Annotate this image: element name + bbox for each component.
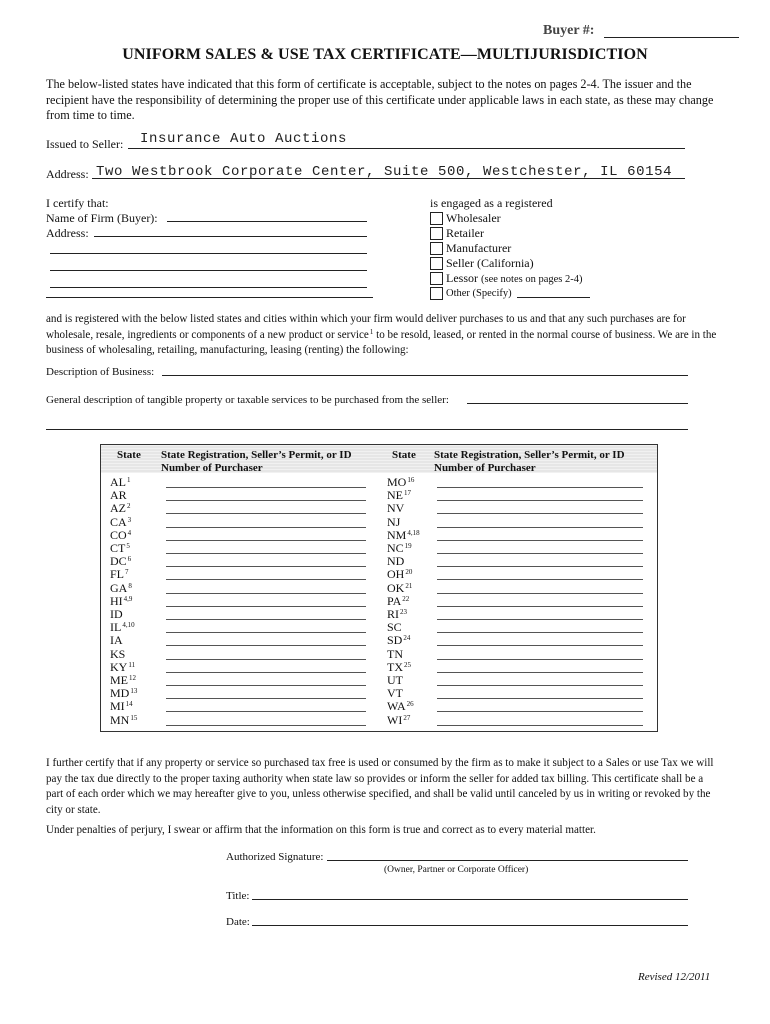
state-footnote: 17	[404, 489, 411, 498]
state-footnote: 3	[127, 515, 132, 524]
right-state-wi	[387, 714, 410, 727]
manufacturer-checkbox[interactable]	[430, 242, 443, 255]
right-registration-field-nj[interactable]	[437, 527, 643, 528]
seller-california-label: Seller (California)	[446, 256, 534, 270]
right-state-nj	[387, 516, 400, 529]
right-reg-header-2: Number of Purchaser	[434, 462, 536, 474]
right-state-ut	[387, 674, 403, 687]
right-state-sc	[387, 621, 402, 634]
state-footnote: 22	[402, 594, 410, 603]
description-of-business-label: Description of Business:	[46, 366, 155, 378]
registered-text: and is registered with the below listed states and cities within which your firm would deliver purchases to us and that any such purchases are for wholesale, resale, ingredients or components of a new product or service	[46, 313, 686, 341]
left-state-mn	[110, 714, 137, 727]
right-registration-field-ne[interactable]	[437, 500, 643, 501]
state-code: VT	[387, 686, 403, 701]
right-state-header: State	[392, 449, 416, 461]
right-registration-field-nv[interactable]	[437, 513, 643, 514]
wholesaler-checkbox[interactable]	[430, 212, 443, 225]
state-code: NJ	[387, 514, 401, 529]
left-registration-field-al[interactable]	[166, 487, 366, 488]
seller-address-input[interactable]: Two Westbrook Corporate Center, Suite 500, Westchester, IL 60154	[96, 164, 673, 180]
left-state-me	[110, 674, 136, 687]
state-code: AZ	[110, 501, 126, 516]
left-state-al	[110, 476, 131, 489]
buyer-number-field[interactable]	[604, 37, 739, 38]
right-registration-field-tx[interactable]	[437, 672, 643, 673]
state-footnote: 2	[127, 502, 131, 511]
left-registration-field-co[interactable]	[166, 540, 366, 541]
right-state-wa	[387, 700, 414, 713]
other-specify-field[interactable]	[517, 297, 590, 298]
title-field[interactable]	[252, 899, 688, 900]
state-footnote: 13	[130, 687, 138, 696]
left-registration-field-ks[interactable]	[166, 659, 366, 660]
state-footnote: 19	[404, 542, 412, 550]
state-code: MO	[387, 475, 407, 489]
state-footnote: 1	[127, 476, 131, 484]
right-registration-field-mo[interactable]	[437, 487, 643, 488]
left-state-az	[110, 502, 131, 515]
left-state-ky	[110, 661, 135, 674]
right-state-mo	[387, 476, 414, 489]
left-state-md	[110, 687, 137, 700]
signature-note: (Owner, Partner or Corporate Officer)	[384, 865, 529, 875]
right-registration-field-pa[interactable]	[437, 606, 643, 607]
right-registration-field-nd[interactable]	[437, 566, 643, 567]
state-code: NE	[387, 488, 403, 503]
buyer-address-field-2[interactable]	[50, 253, 367, 254]
authorized-signature-label: Authorized Signature:	[226, 851, 324, 863]
left-registration-field-me[interactable]	[166, 685, 366, 686]
state-footnote: 4	[127, 528, 132, 537]
state-code: NC	[387, 541, 404, 555]
left-registration-field-ky[interactable]	[166, 672, 366, 673]
registered-heading: is engaged as a registered	[430, 196, 553, 210]
state-code: ME	[110, 673, 128, 687]
left-reg-header-2: Number of Purchaser	[161, 462, 263, 474]
buyer-address-label: Address:	[46, 226, 89, 240]
left-reg-header-1: State Registration, Seller’s Permit, or ID	[161, 449, 352, 461]
title-label: Title:	[226, 890, 250, 902]
left-state-co	[110, 529, 131, 542]
state-code: HI	[110, 593, 123, 608]
left-state-il	[110, 621, 135, 634]
left-registration-field-ar[interactable]	[166, 500, 366, 501]
state-footnote: 4,18	[407, 528, 420, 537]
state-code: SD	[387, 633, 403, 648]
state-footnote: 26	[406, 700, 414, 709]
general-description-label: General description of tangible property or taxable services to be purchased from the seller:	[46, 394, 449, 406]
left-registration-field-ca[interactable]	[166, 527, 366, 528]
state-registration-table	[100, 444, 658, 732]
right-state-nd	[387, 555, 404, 568]
state-footnote: 27	[403, 713, 411, 722]
state-code: WI	[387, 712, 403, 727]
state-footnote: 14	[125, 700, 133, 709]
state-code: TX	[387, 659, 403, 674]
state-footnote: 20	[405, 568, 413, 577]
buyer-number-label: Buyer #:	[543, 23, 595, 38]
right-reg-header-1: State Registration, Seller’s Permit, or ID	[434, 449, 625, 461]
buyer-address-field-3[interactable]	[50, 270, 367, 271]
certify-label: I certify that:	[46, 196, 109, 210]
perjury-paragraph: Under penalties of perjury, I swear or affirm that the information on this form is true and correct as to every material matter.	[46, 824, 596, 836]
left-registration-field-ia[interactable]	[166, 645, 366, 646]
state-code: IL	[110, 620, 122, 635]
issued-to-seller-label: Issued to Seller:	[46, 137, 124, 151]
intro-paragraph: The below-listed states have indicated that this form of certificate is acceptable, subject to the notes on pages 2-4. The issuer and the recipient have the responsibility of determining the proper use of this certificate under applicable laws in each state, as these may change from time to time.	[46, 77, 714, 122]
right-registration-field-ok[interactable]	[437, 593, 643, 594]
state-footnote: 7	[125, 568, 129, 577]
left-state-ia	[110, 634, 123, 647]
left-state-id	[110, 608, 123, 621]
manufacturer-label: Manufacturer	[446, 241, 512, 255]
description-of-business-field[interactable]	[162, 375, 688, 376]
state-code: CO	[110, 527, 127, 542]
registered-footnote: 1	[369, 327, 374, 336]
other-label: Other (Specify)	[446, 288, 512, 299]
right-registration-field-nc[interactable]	[437, 553, 643, 554]
firm-name-field[interactable]	[167, 221, 367, 222]
state-footnote: 11	[128, 660, 136, 669]
state-footnote: 16	[407, 476, 415, 484]
left-state-hi	[110, 595, 132, 608]
state-footnote: 6	[127, 555, 132, 564]
left-state-header: State	[117, 449, 141, 461]
left-registration-field-mi[interactable]	[166, 711, 366, 712]
state-code: OK	[387, 580, 405, 595]
date-field[interactable]	[252, 925, 688, 926]
registered-paragraph	[46, 312, 718, 359]
issued-to-seller-input[interactable]: Insurance Auto Auctions	[140, 131, 348, 147]
form-title: UNIFORM SALES & USE TAX CERTIFICATE—MULTIJURISDICTION	[122, 46, 648, 63]
state-footnote: 8	[128, 581, 132, 590]
state-code: AL	[110, 475, 126, 489]
right-state-pa	[387, 595, 409, 608]
right-state-tx	[387, 661, 411, 674]
retailer-checkbox[interactable]	[430, 227, 443, 240]
state-code: ID	[110, 607, 123, 621]
left-state-ar	[110, 489, 127, 502]
state-code: MN	[110, 712, 130, 727]
state-footnote: 4,9	[123, 594, 133, 603]
authorized-signature-field[interactable]	[327, 860, 688, 861]
general-description-field[interactable]	[467, 403, 688, 404]
seller-address-label: Address:	[46, 167, 89, 181]
state-code: TN	[387, 646, 403, 661]
left-registration-field-md[interactable]	[166, 698, 366, 699]
right-registration-field-oh[interactable]	[437, 579, 643, 580]
right-registration-field-nm[interactable]	[437, 540, 643, 541]
state-code: FL	[110, 567, 125, 582]
lessor-note: (see notes on pages 2-4)	[481, 274, 583, 285]
state-code: DC	[110, 554, 127, 569]
right-state-ok	[387, 582, 412, 595]
other-checkbox[interactable]	[430, 287, 443, 300]
firm-name-label: Name of Firm (Buyer):	[46, 211, 158, 225]
left-state-ct	[110, 542, 130, 555]
state-code: NV	[387, 501, 405, 516]
certify-paragraph: I further certify that if any property or service so purchased tax free is used or consumed by the firm as to make it subject to a Sales or use Tax we will pay the tax due directly to the proper taxing authority when state law so provides or inform the seller for added tax billing. This certificate shall be a part of each order which we may hereafter give to you, unless otherwise specified, and shall be valid until canceled by us in writing or revoked by the city or state.	[46, 757, 714, 816]
state-code: NM	[387, 527, 407, 542]
lessor-label-text: Lessor	[446, 271, 478, 285]
right-state-oh	[387, 568, 412, 581]
state-footnote: 15	[130, 713, 138, 722]
lessor-checkbox[interactable]	[430, 272, 443, 285]
state-code: CA	[110, 514, 127, 529]
retailer-label: Retailer	[446, 226, 484, 240]
state-code: KS	[110, 646, 126, 661]
state-code: GA	[110, 580, 128, 595]
state-footnote: 25	[404, 660, 411, 669]
state-code: MD	[110, 686, 130, 701]
state-footnote: 12	[129, 674, 136, 682]
right-state-ri	[387, 608, 407, 621]
right-state-nm	[387, 529, 420, 542]
state-code: CT	[110, 541, 126, 555]
right-state-ne	[387, 489, 411, 502]
left-registration-field-dc[interactable]	[166, 566, 366, 567]
registered-text-2: to be resold, leased, or rented in the normal course of business. We are in the business of wholesaling, retailing, manufacturing, leasing (renting) the following:	[46, 328, 717, 356]
revised-date: Revised 12/2011	[638, 971, 711, 983]
state-footnote: 24	[403, 634, 411, 643]
left-registration-field-il[interactable]	[166, 632, 366, 633]
buyer-address-field-1[interactable]	[94, 236, 367, 237]
buyer-address-field-4[interactable]	[50, 287, 367, 288]
left-state-dc	[110, 555, 131, 568]
right-registration-field-wi[interactable]	[437, 725, 643, 726]
state-footnote: 5	[126, 542, 130, 550]
left-state-ks	[110, 648, 125, 661]
state-code: KY	[110, 659, 128, 674]
state-code: AR	[110, 488, 127, 503]
left-registration-field-mn[interactable]	[166, 725, 366, 726]
state-footnote: 21	[405, 581, 413, 590]
right-state-nc	[387, 542, 412, 555]
state-code: UT	[387, 673, 403, 687]
right-state-tn	[387, 648, 403, 661]
state-code: MI	[110, 699, 125, 714]
left-state-mi	[110, 700, 133, 713]
right-registration-field-sc[interactable]	[437, 632, 643, 633]
state-code: RI	[387, 607, 399, 621]
state-code: OH	[387, 567, 405, 582]
state-code: WA	[387, 699, 406, 714]
left-registration-field-id[interactable]	[166, 619, 366, 620]
left-registration-field-hi[interactable]	[166, 606, 366, 607]
right-registration-field-wa[interactable]	[437, 711, 643, 712]
right-registration-field-tn[interactable]	[437, 659, 643, 660]
right-registration-field-ri[interactable]	[437, 619, 643, 620]
right-registration-field-sd[interactable]	[437, 645, 643, 646]
date-label: Date:	[226, 916, 250, 928]
right-state-nv	[387, 502, 404, 515]
right-registration-field-ut[interactable]	[437, 685, 643, 686]
state-code: IA	[110, 633, 123, 648]
buyer-address-field-5[interactable]	[46, 297, 373, 298]
left-state-ga	[110, 582, 132, 595]
left-registration-field-fl[interactable]	[166, 579, 366, 580]
seller-california-checkbox[interactable]	[430, 257, 443, 270]
right-state-vt	[387, 687, 403, 700]
state-footnote: 23	[400, 608, 407, 616]
state-code: PA	[387, 593, 402, 608]
state-code: SC	[387, 620, 402, 635]
state-code: ND	[387, 554, 405, 569]
left-state-fl	[110, 568, 129, 581]
lessor-label	[446, 271, 582, 287]
right-state-sd	[387, 634, 410, 647]
general-description-field-2[interactable]	[46, 429, 688, 430]
state-footnote: 4,10	[122, 621, 135, 630]
right-registration-field-vt[interactable]	[437, 698, 643, 699]
wholesaler-label: Wholesaler	[446, 211, 501, 225]
left-state-ca	[110, 516, 131, 529]
left-registration-field-ct[interactable]	[166, 553, 366, 554]
left-registration-field-az[interactable]	[166, 513, 366, 514]
left-registration-field-ga[interactable]	[166, 593, 366, 594]
